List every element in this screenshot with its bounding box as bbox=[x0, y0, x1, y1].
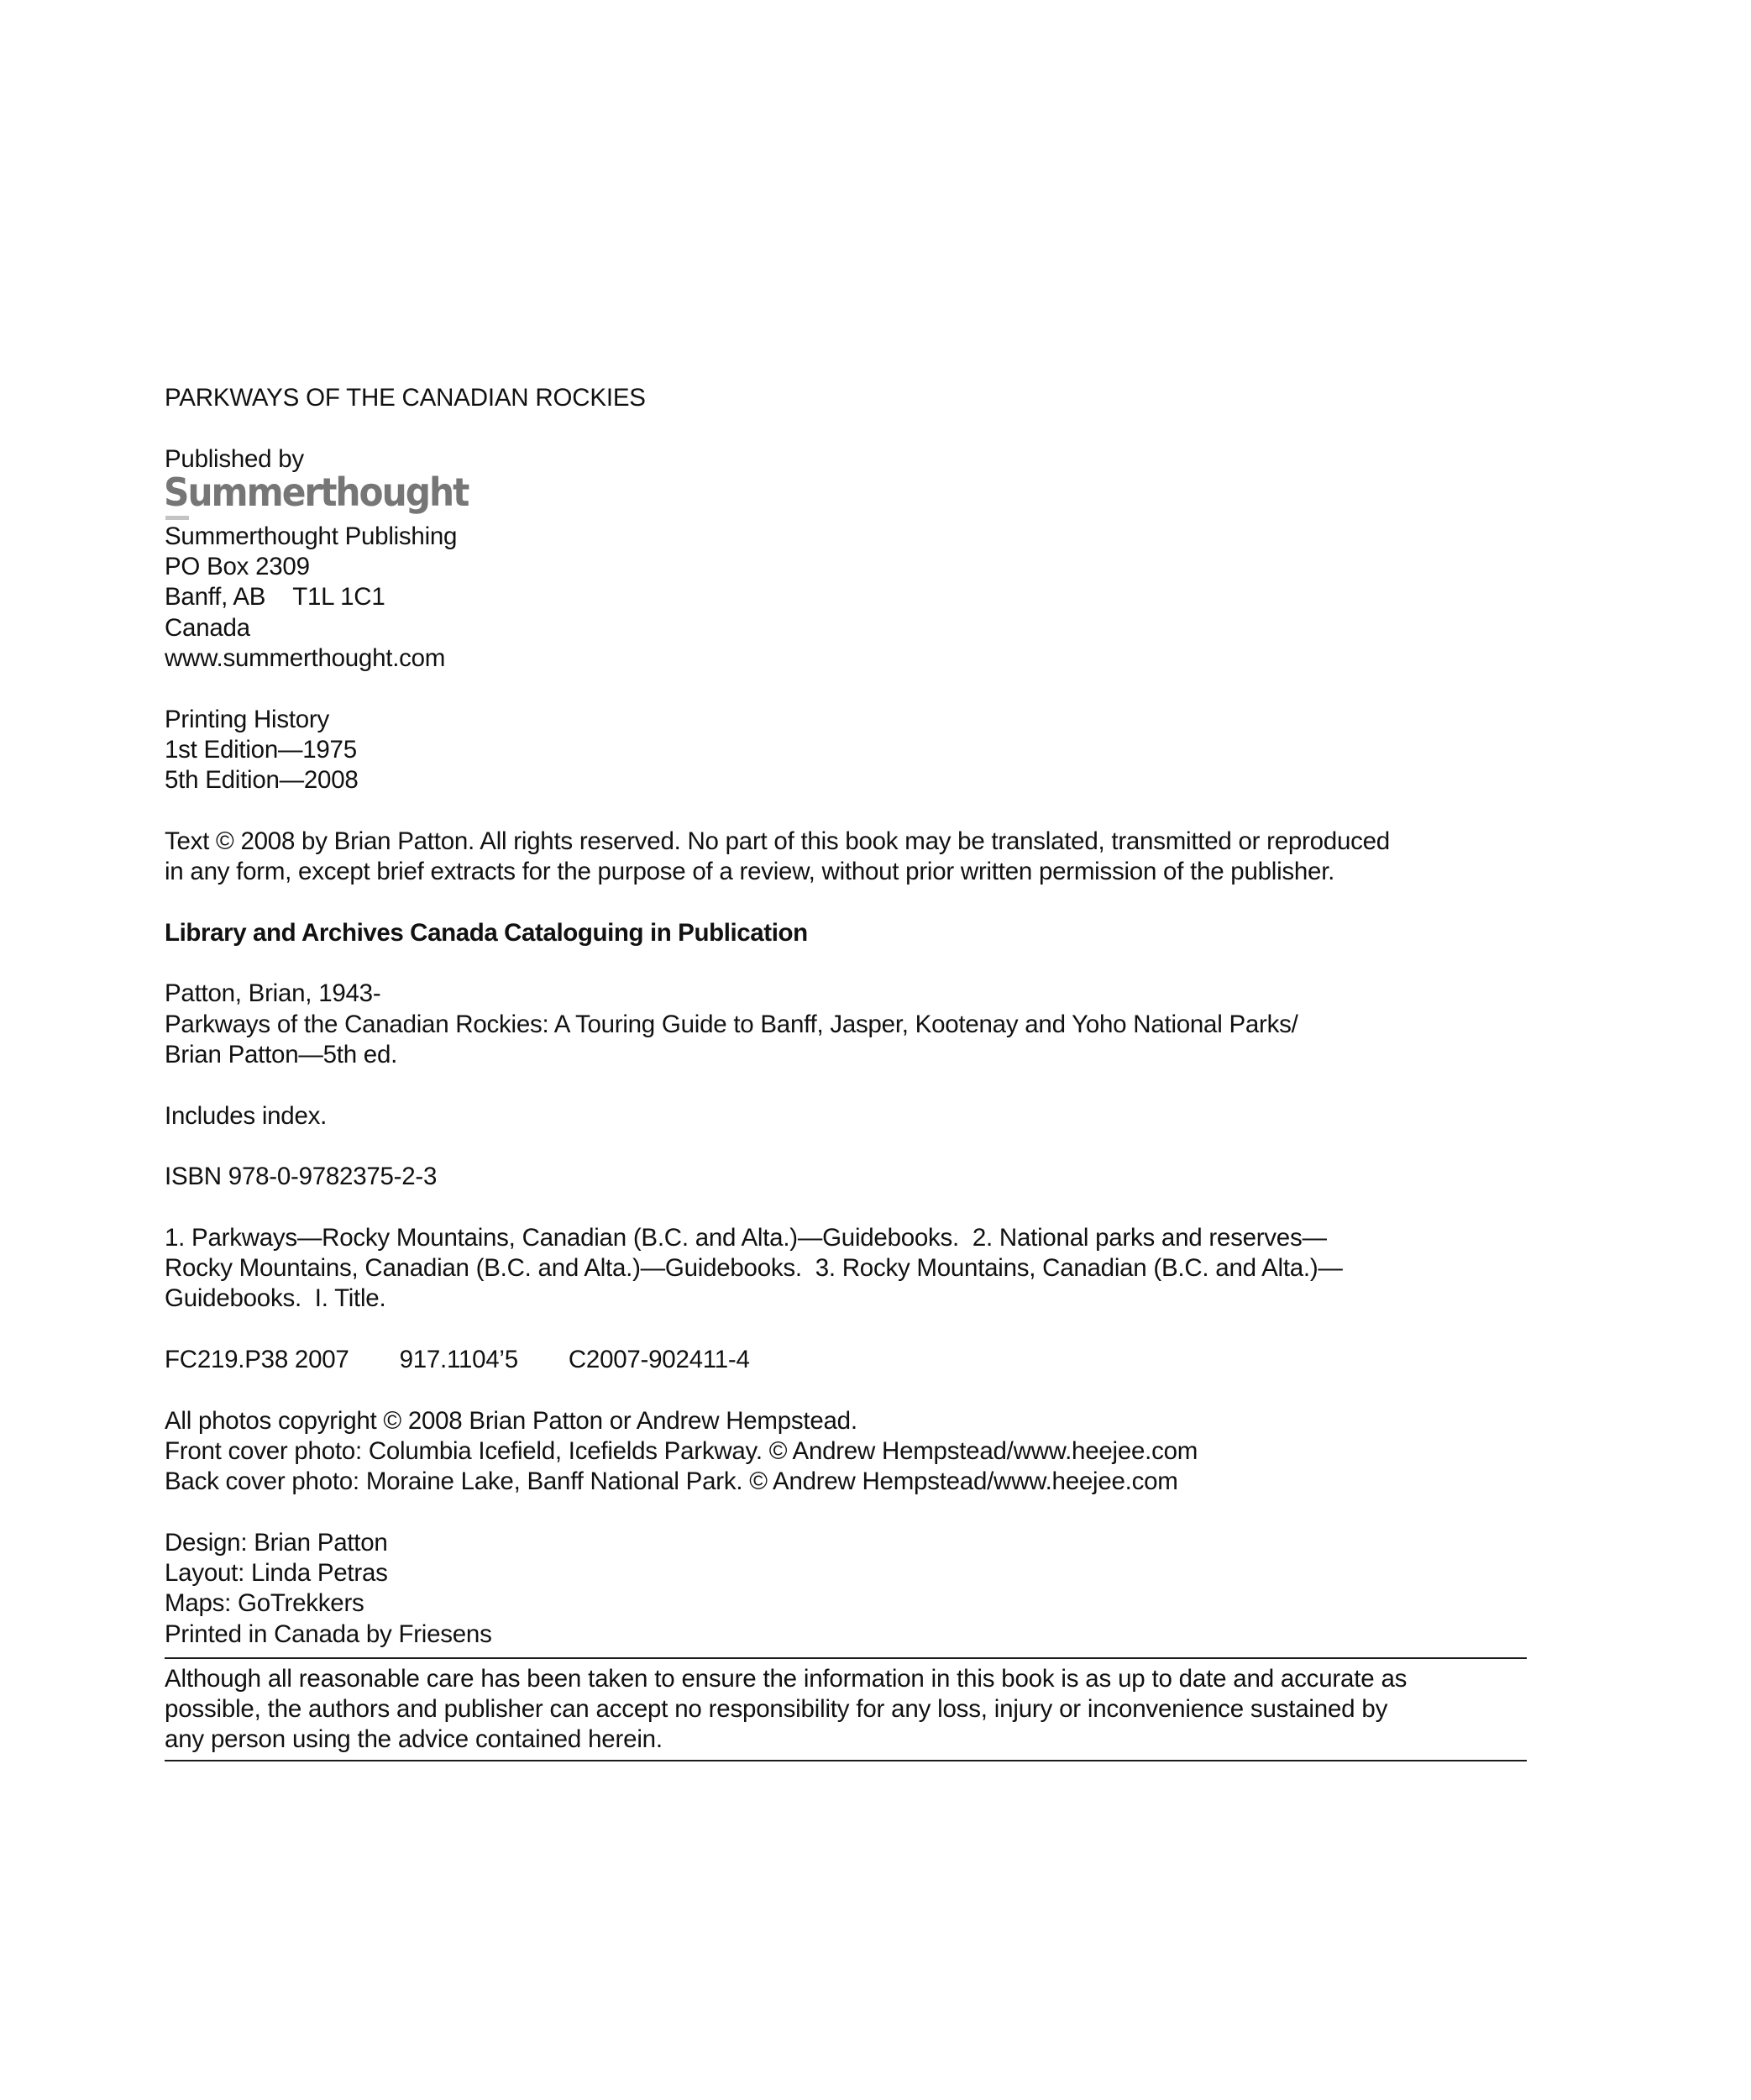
book-title: PARKWAYS OF THE CANADIAN ROCKIES bbox=[165, 384, 646, 412]
copyright-line: in any form, except brief extracts for the purpose of a review, without prior written permission of the publisher. bbox=[165, 858, 1335, 886]
photo-credit-line: All photos copyright © 2008 Brian Patton or Andrew Hempstead. bbox=[165, 1406, 857, 1435]
copyright-line: Text © 2008 by Brian Patton. All rights reserved. No part of this book may be translated, transmitted or reproduced bbox=[165, 827, 1390, 855]
spacer bbox=[165, 674, 1527, 704]
printing-history-heading: Printing History bbox=[165, 705, 330, 733]
cip-lc-number: FC219.P38 2007 bbox=[165, 1345, 349, 1373]
disclaimer-bottom-rule bbox=[165, 1760, 1527, 1761]
disclaimer-block bbox=[165, 1657, 1527, 1761]
spacer bbox=[165, 1192, 1527, 1222]
photo-credits bbox=[165, 1406, 1527, 1498]
spacer bbox=[165, 796, 1527, 827]
photo-credit-line: Back cover photo: Moraine Lake, Banff National Park. © Andrew Hempstead/www.heejee.com bbox=[165, 1467, 1178, 1496]
cip-block bbox=[165, 918, 1527, 1375]
credit-layout: Layout: Linda Petras bbox=[165, 1558, 388, 1587]
cip-includes-index: Includes index. bbox=[165, 1101, 328, 1130]
cip-classification bbox=[165, 1345, 1527, 1375]
edition-first: 1st Edition—1975 bbox=[165, 735, 357, 764]
spacer bbox=[165, 1131, 1527, 1162]
copyright-notice bbox=[165, 827, 1527, 888]
cip-title-line: Parkways of the Canadian Rockies: A Touring Guide to Banff, Jasper, Kootenay and Yoho National Parks/ bbox=[165, 1010, 1298, 1038]
cip-title-line: Brian Patton—5th ed. bbox=[165, 1040, 398, 1068]
address-line-city bbox=[165, 582, 1527, 612]
credit-maps: Maps: GoTrekkers bbox=[165, 1589, 364, 1618]
disclaimer-line: any person using the advice contained herein. bbox=[165, 1725, 663, 1754]
edition-fifth: 5th Edition—2008 bbox=[165, 766, 359, 795]
publisher-address bbox=[165, 522, 1527, 674]
cip-control-number: C2007-902411-4 bbox=[568, 1345, 750, 1373]
spacer bbox=[165, 887, 1527, 917]
cip-subject-line: Guidebooks. I. Title. bbox=[165, 1284, 386, 1313]
page-content bbox=[165, 383, 1527, 1761]
spacer bbox=[165, 1070, 1527, 1100]
disclaimer-top-rule bbox=[165, 1657, 1527, 1659]
address-line-country: Canada bbox=[165, 613, 250, 642]
cip-heading: Library and Archives Canada Cataloguing in Publication bbox=[165, 918, 808, 947]
address-line-company: Summerthought Publishing bbox=[165, 522, 458, 550]
photo-credit-line: Front cover photo: Columbia Icefield, Icefields Parkway. © Andrew Hempstead/www.heejee.com bbox=[165, 1436, 1198, 1465]
disclaimer-line: Although all reasonable care has been taken to ensure the information in this book is as up to date and accurate as bbox=[165, 1664, 1408, 1693]
publisher-website: www.summerthought.com bbox=[165, 644, 446, 673]
address-line-po-box: PO Box 2309 bbox=[165, 553, 310, 581]
cip-dewey-number: 917.1104’5 bbox=[399, 1345, 518, 1373]
address-city-province: Banff, AB bbox=[165, 583, 266, 612]
publisher-logo-text: Summerthought bbox=[164, 469, 469, 515]
production-credits bbox=[165, 1528, 1527, 1650]
spacer bbox=[165, 1315, 1527, 1345]
spacer bbox=[165, 1497, 1527, 1527]
address-postal-code: T1L 1C1 bbox=[292, 583, 385, 612]
cip-isbn: ISBN 978-0-9782375-2-3 bbox=[165, 1163, 438, 1191]
credit-design: Design: Brian Patton bbox=[165, 1528, 388, 1557]
publisher-logo-underline-bar bbox=[165, 516, 189, 520]
spacer bbox=[165, 1375, 1527, 1405]
spacer bbox=[165, 948, 1527, 979]
printing-history bbox=[165, 705, 1527, 796]
cip-author: Patton, Brian, 1943- bbox=[165, 979, 381, 1008]
spacer bbox=[165, 413, 1527, 444]
credit-printer: Printed in Canada by Friesens bbox=[165, 1620, 492, 1648]
disclaimer-line: possible, the authors and publisher can accept no responsibility for any loss, injury or inconvenience sustained by bbox=[165, 1695, 1388, 1724]
published-by-label: Published by bbox=[165, 444, 304, 473]
publisher-logo bbox=[164, 469, 1527, 518]
cip-subject-line: Rocky Mountains, Canadian (B.C. and Alta.)—Guidebooks. 3. Rocky Mountains, Canadian (B.C. and Alta.)— bbox=[165, 1254, 1343, 1283]
cip-subject-line: 1. Parkways—Rocky Mountains, Canadian (B.C. and Alta.)—Guidebooks. 2. National parks and reserves— bbox=[165, 1223, 1327, 1252]
